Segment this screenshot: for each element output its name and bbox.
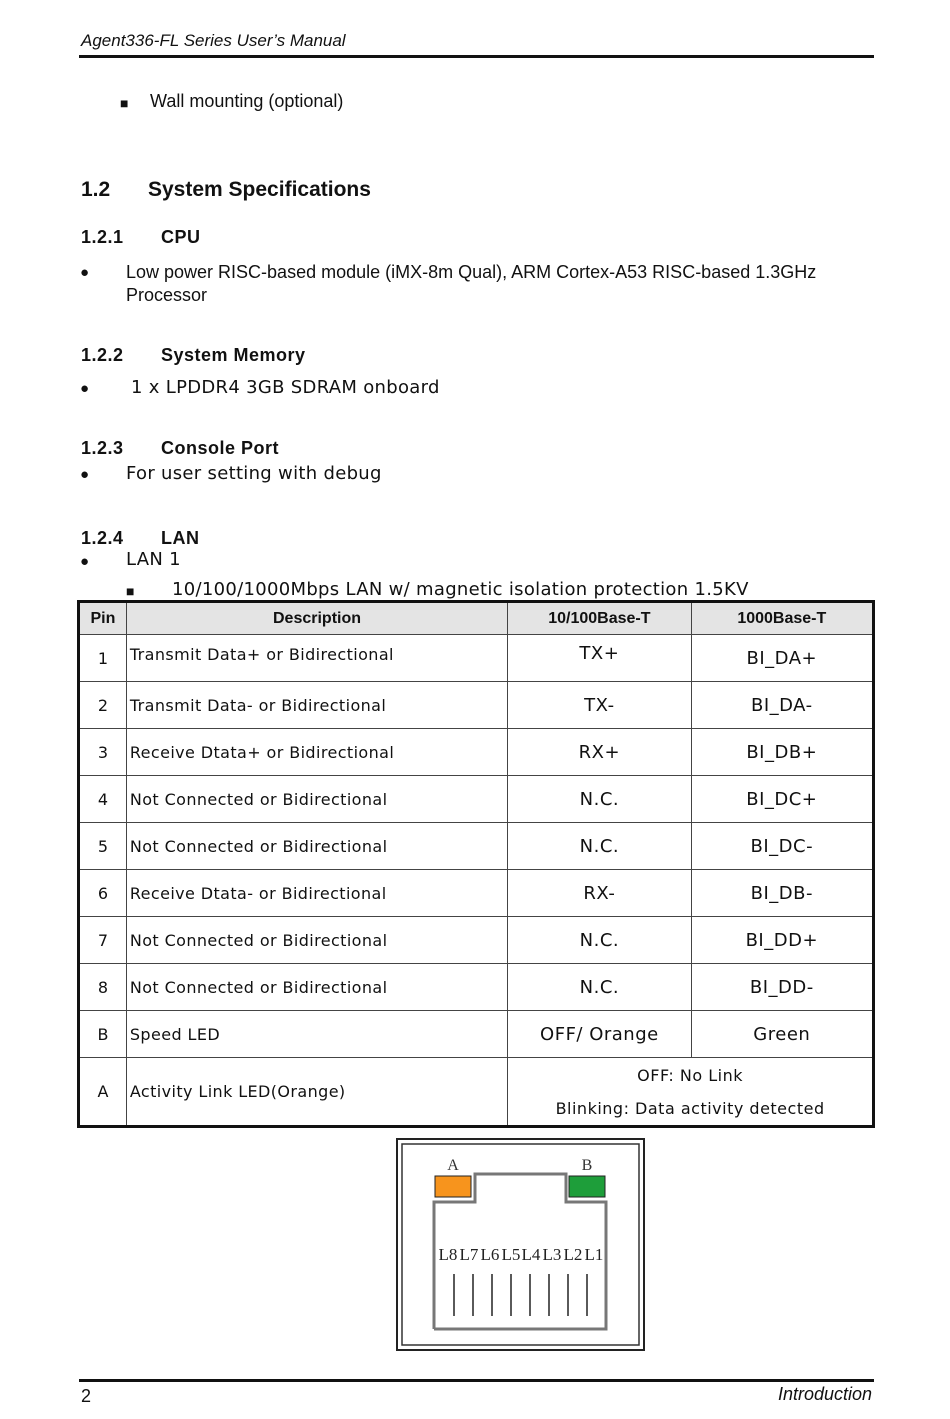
rj45-connector-diagram [396, 1138, 646, 1352]
desc-cell: Not Connected or Bidirectional [126, 776, 507, 823]
pin-label: L3 [542, 1245, 562, 1264]
pin-label: L8 [438, 1245, 458, 1264]
round-bullet: ● [80, 553, 90, 570]
giga-cell: BI_DB+ [691, 729, 873, 776]
pin-cell: B [79, 1011, 127, 1058]
table-row [79, 682, 874, 729]
round-bullet: ● [80, 380, 90, 397]
giga-cell: BI_DA+ [691, 635, 873, 682]
pin-cell: 2 [79, 682, 127, 729]
fast-cell: N.C. [508, 776, 691, 823]
activity-led-states [508, 1058, 874, 1127]
pin-cell: 1 [79, 635, 127, 682]
footer-rule [79, 1379, 874, 1382]
fast-cell: OFF/ Orange [508, 1011, 691, 1058]
memory-title: System Memory [161, 345, 306, 365]
pin-label: L7 [459, 1245, 479, 1264]
memory-number: 1.2.2 [81, 345, 124, 365]
giga-cell: Green [691, 1011, 873, 1058]
section-number: 1.2 [81, 178, 111, 201]
col-header-10-100: 10/100Base-T [508, 602, 691, 635]
header-rule [79, 55, 874, 58]
pin-cell: 4 [79, 776, 127, 823]
desc-cell: Transmit Data+ or Bidirectional [126, 635, 507, 682]
memory-text: 1 x LPDDR4 3GB SDRAM onboard [131, 377, 440, 398]
pin-label: L5 [501, 1245, 521, 1264]
activity-led-swatch [435, 1176, 471, 1197]
pin-label: L1 [584, 1245, 604, 1264]
fast-cell: TX- [508, 682, 691, 729]
lan-item: LAN 1 [126, 549, 181, 570]
table-row [79, 823, 874, 870]
giga-cell: BI_DD- [691, 964, 873, 1011]
activity-led-off: OFF: No Link [637, 1065, 743, 1085]
desc-cell: Not Connected or Bidirectional [126, 823, 507, 870]
fast-cell: N.C. [508, 964, 691, 1011]
led-b-label: B [581, 1157, 593, 1174]
footer-section: Introduction [777, 1384, 872, 1404]
square-bullet: ■ [120, 95, 129, 111]
pin-label: L4 [521, 1245, 541, 1264]
giga-cell: BI_DD+ [691, 917, 873, 964]
lan-sub-item: 10/100/1000Mbps LAN w/ magnetic isolation protection 1.5KV [172, 579, 749, 600]
pin-cell: A [79, 1058, 127, 1127]
desc-cell: Not Connected or Bidirectional [126, 964, 507, 1011]
wall-mounting-text: Wall mounting (optional) [150, 91, 344, 111]
desc-cell: Receive Dtata- or Bidirectional [126, 870, 507, 917]
running-header: Agent336-FL Series User’s Manual [81, 31, 346, 50]
cpu-title: CPU [161, 227, 201, 247]
desc-cell: Not Connected or Bidirectional [126, 917, 507, 964]
table-row [79, 635, 874, 682]
table-row [79, 870, 874, 917]
pin-cell: 3 [79, 729, 127, 776]
table-row [79, 917, 874, 964]
console-number: 1.2.3 [81, 438, 124, 458]
table-row [79, 1011, 874, 1058]
pin-label: L6 [480, 1245, 500, 1264]
console-text: For user setting with debug [126, 463, 382, 484]
cpu-line-1: Low power RISC-based module (iMX-8m Qual), ARM Cortex-A53 RISC-based 1.3GHz [126, 262, 817, 282]
col-header-pin: Pin [79, 602, 127, 635]
pin-cell: 5 [79, 823, 127, 870]
lan-pin-table [77, 600, 875, 1128]
fast-cell: N.C. [508, 917, 691, 964]
pin-cell: 8 [79, 964, 127, 1011]
giga-cell: BI_DC- [691, 823, 873, 870]
giga-cell: BI_DA- [691, 682, 873, 729]
fast-cell: RX- [508, 870, 691, 917]
table-header-row [79, 602, 874, 635]
pin-label: L2 [563, 1245, 583, 1264]
col-header-description: Description [126, 602, 507, 635]
table-row [79, 729, 874, 776]
lan-number: 1.2.4 [81, 528, 124, 548]
lan-title: LAN [161, 528, 200, 548]
giga-cell: BI_DC+ [691, 776, 873, 823]
table-row-activity-led [79, 1058, 874, 1127]
desc-cell: Receive Dtata+ or Bidirectional [126, 729, 507, 776]
page-number: 2 [81, 1386, 92, 1406]
cpu-line-2: Processor [126, 285, 208, 305]
giga-cell: BI_DB- [691, 870, 873, 917]
fast-cell: RX+ [508, 729, 691, 776]
activity-led-blinking: Blinking: Data activity detected [555, 1098, 825, 1118]
square-bullet: ■ [126, 583, 135, 599]
led-a-label: A [447, 1157, 459, 1174]
section-title: System Specifications [148, 178, 371, 201]
round-bullet: ● [80, 264, 90, 281]
desc-cell: Speed LED [126, 1011, 507, 1058]
pin-cell: 7 [79, 917, 127, 964]
speed-led-swatch [569, 1176, 605, 1197]
fast-cell: TX+ [508, 635, 691, 682]
pin-cell: 6 [79, 870, 127, 917]
desc-cell: Transmit Data- or Bidirectional [126, 682, 507, 729]
table-row [79, 776, 874, 823]
table-row [79, 964, 874, 1011]
desc-cell: Activity Link LED(Orange) [126, 1058, 507, 1127]
cpu-number: 1.2.1 [81, 227, 124, 247]
pin-label-group [439, 1245, 604, 1264]
console-title: Console Port [161, 438, 280, 458]
col-header-1000: 1000Base-T [691, 602, 873, 635]
round-bullet: ● [80, 466, 90, 483]
fast-cell: N.C. [508, 823, 691, 870]
